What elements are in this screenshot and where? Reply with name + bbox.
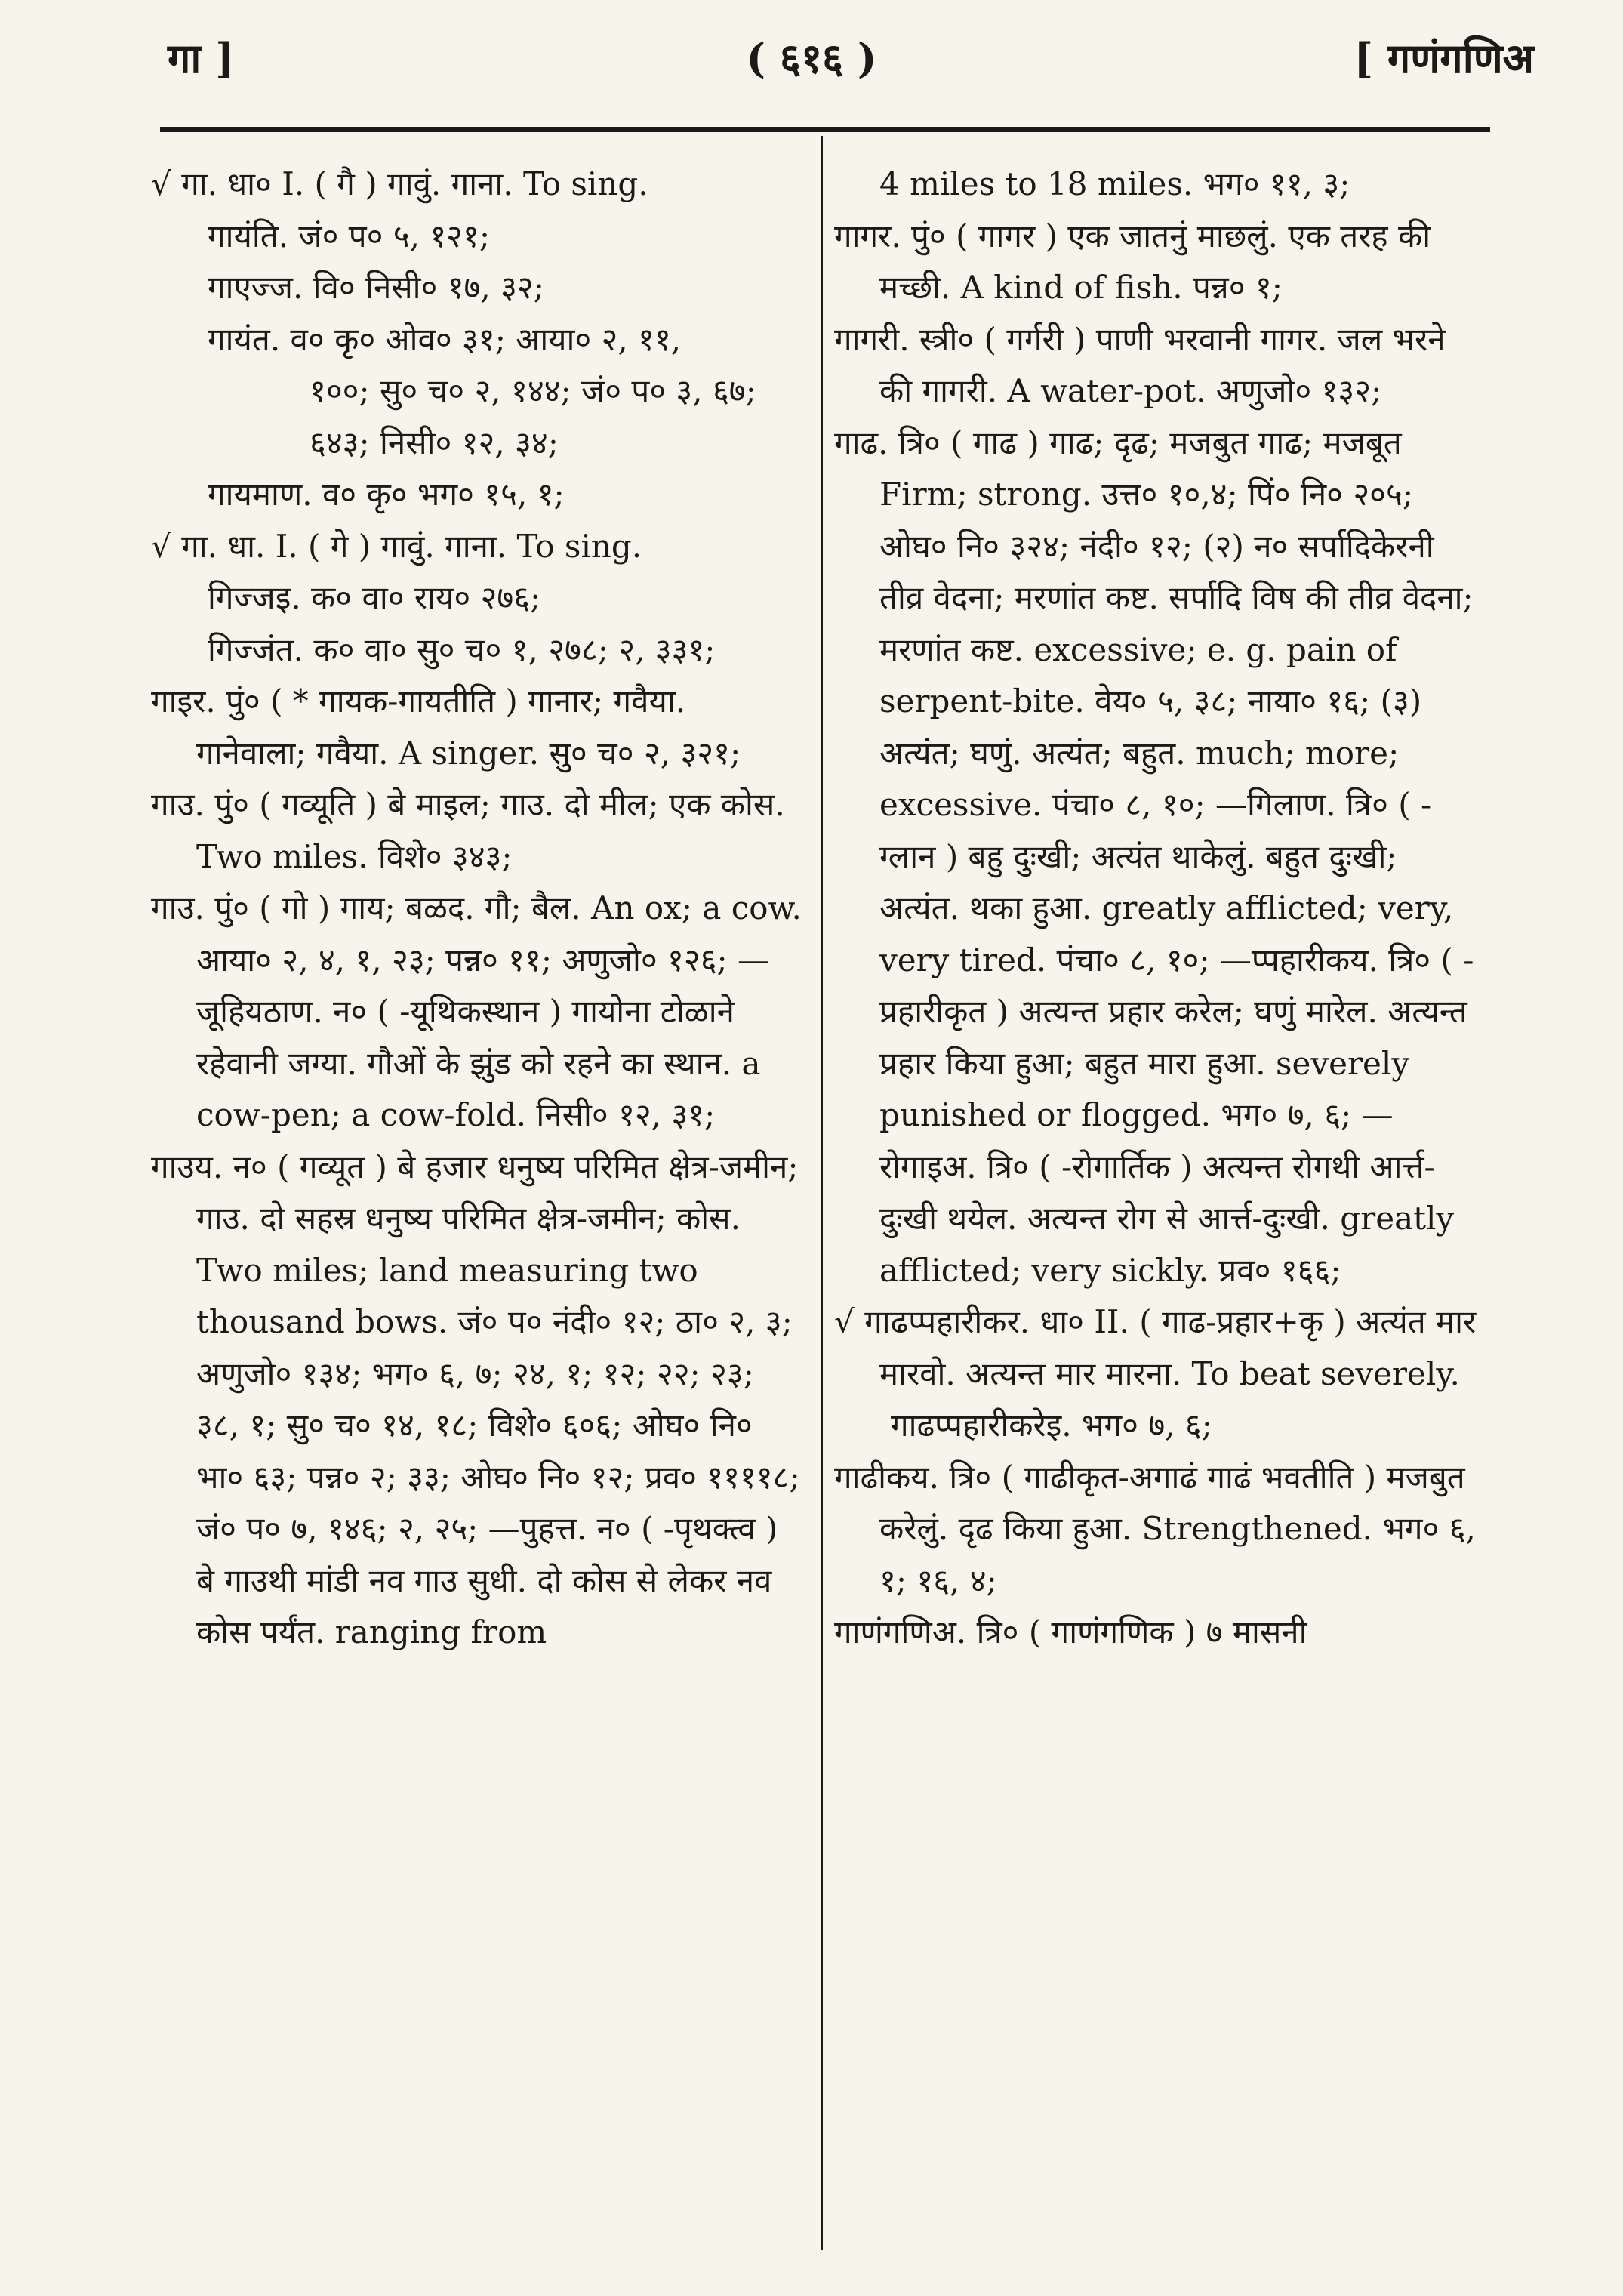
header-rule bbox=[160, 127, 1490, 132]
dictionary-entry: गाणंगणिअ. त्रि० ( गाणंगणिक ) ७ मासनी bbox=[834, 1613, 1307, 1650]
dictionary-entry: 4 miles to 18 miles. भग० ११, ३; bbox=[879, 165, 1350, 202]
dictionary-entry: गाउ. पुं० ( गो ) गाय; बळद. गौ; बैल. An ox; a cow. आया० २, ४, १, २३; पन्न० ११; अणुजो० १२६; —जूहियठाण. न० ( -यूथिकस्थान ) गायोना टोळाने रहेवानी जग्या. गौओं के झुंड को रहने का स्थान. a cow-pen; a cow-fold. निसी० १२, ३१; bbox=[151, 889, 802, 1133]
dictionary-entry: गाढीकय. त्रि० ( गाढीकृत-अगाढं गाढं भवतीति ) मजबुत करेलुं. दृढ किया हुआ. Strengthened. भग० ६, १; १६, ४; bbox=[834, 1458, 1476, 1599]
dictionary-entry: गिज्जंत. क० वा० सु० च० १, २७८; २, ३३१; bbox=[208, 630, 716, 668]
page-number: ( ६१६ ) bbox=[746, 34, 877, 82]
right-column bbox=[834, 159, 1485, 1659]
dictionary-entry: √ गा. धा. I. ( गे ) गावुं. गाना. To sing. bbox=[151, 527, 642, 565]
running-head-right: [ गणंगणिअ bbox=[1354, 34, 1534, 82]
dictionary-entry: गाढप्पहारीकरेइ. भग० ७, ६; bbox=[891, 1407, 1212, 1444]
dictionary-entry: गाउ. पुं० ( गव्यूति ) बे माइल; गाउ. दो मील; एक कोस. Two miles. विशे० ३४३; bbox=[151, 786, 785, 875]
dictionary-entry: गायमाण. व० कृ० भग० १५, १; bbox=[208, 476, 565, 513]
dictionary-entry: गाइर. पुं० ( * गायक-गायतीति ) गानार; गवैया. गानेवाला; गवैया. A singer. सु० च० २, ३२१; bbox=[151, 683, 741, 772]
dictionary-entry: गाएज्ज. वि० निसी० १७, ३२; bbox=[208, 269, 544, 306]
dictionary-entry: गायंत. व० कृ० ओव० ३१; आया० २, ११, bbox=[208, 320, 682, 358]
dictionary-entry: √ गा. धा० I. ( गै ) गावुं. गाना. To sing. bbox=[151, 165, 648, 202]
column-divider bbox=[821, 136, 823, 2250]
dictionary-entry: गाढ. त्रि० ( गाढ ) गाढ; दृढ; मजबुत गाढ; मजबूत Firm; strong. उत्त० १०,४; पिं० नि० २०५; ओघ० नि० ३२४; नंदी० १२; (२) न० सर्पादिकेरनी तीव्र वेदना; मरणांत कष्ट. सर्पादि विष की तीव्र वेदना; मरणांत कष्ट. excessive; e. g. pain of serpent-bite. वेय० ५, ३८; नाया० १६; (३) अत्यंत; घणुं. अत्यंत; बहुत. much; more; excessive. पंचा० ८, १०; —गिलाण. त्रि० ( -ग्लान ) बहु दुःखी; अत्यंत थाकेलुं. बहुत दुःखी; अत्यंत. थका हुआ. greatly afflicted; very, very tired. पंचा० ८, १०; —प्पहारीकय. त्रि० ( -प्रहारीकृत ) अत्यन्त प्रहार करेल; घणुं मारेल. अत्यन्त प्रहार किया हुआ; बहुत मारा हुआ. severely punished or flogged. भग० ७, ६; —रोगाइअ. त्रि० ( -रोगार्तिक ) अत्यन्त रोगथी आर्त्त-दुःखी थयेल. अत्यन्त रोग से आर्त्त-दुःखी. greatly afflicted; very sickly. प्रव० १६६; bbox=[834, 424, 1474, 1289]
dictionary-entry: गागर. पुं० ( गागर ) एक जातनुं माछलुं. एक तरह की मच्छी. A kind of fish. पन्न० १; bbox=[834, 217, 1431, 306]
dictionary-entry: √ गाढप्पहारीकर. धा० II. ( गाढ-प्रहार+कृ ) अत्यंत मार मारवो. अत्यन्त मार मारना. To beat severely. bbox=[834, 1303, 1477, 1392]
dictionary-entry: गायंति. जं० प० ५, १२१; bbox=[208, 217, 491, 254]
dictionary-entry: १००; सु० च० २, १४४; जं० प० ३, ६७; ६४३; निसी० १२, ३४; bbox=[310, 372, 756, 461]
dictionary-entry: गागरी. स्त्री० ( गर्गरी ) पाणी भरवानी गागर. जल भरने की गागरी. A water-pot. अणुजो० १३२; bbox=[834, 320, 1446, 409]
left-column bbox=[151, 159, 802, 1659]
dictionary-entry: गाउय. न० ( गव्यूत ) बे हजार धनुष्य परिमित क्षेत्र-जमीन; गाउ. दो सहस्र धनुष्य परिमित क्षेत्र-जमीन; कोस. Two miles; land measuring two thousand bows. जं० प० नंदी० १२; ठा० २, ३; अणुजो० १३४; भग० ६, ७; २४, १; १२; २२; २३; ३८, १; सु० च० १४, १८; विशे० ६०६; ओघ० नि० भा० ६३; पन्न० २; ३३; ओघ० नि० १२; प्रव० ११११८; जं० प० ७, १४६; २, २५; —पुहत्त. न० ( -पृथक्त्व ) बे गाउथी मांडी नव गाउ सुधी. दो कोस से लेकर नव कोस पर्यंत. ranging from bbox=[151, 1148, 800, 1650]
running-head-left: गा ] bbox=[168, 34, 235, 82]
dictionary-entry: गिज्जइ. क० वा० राय० २७६; bbox=[208, 579, 541, 616]
